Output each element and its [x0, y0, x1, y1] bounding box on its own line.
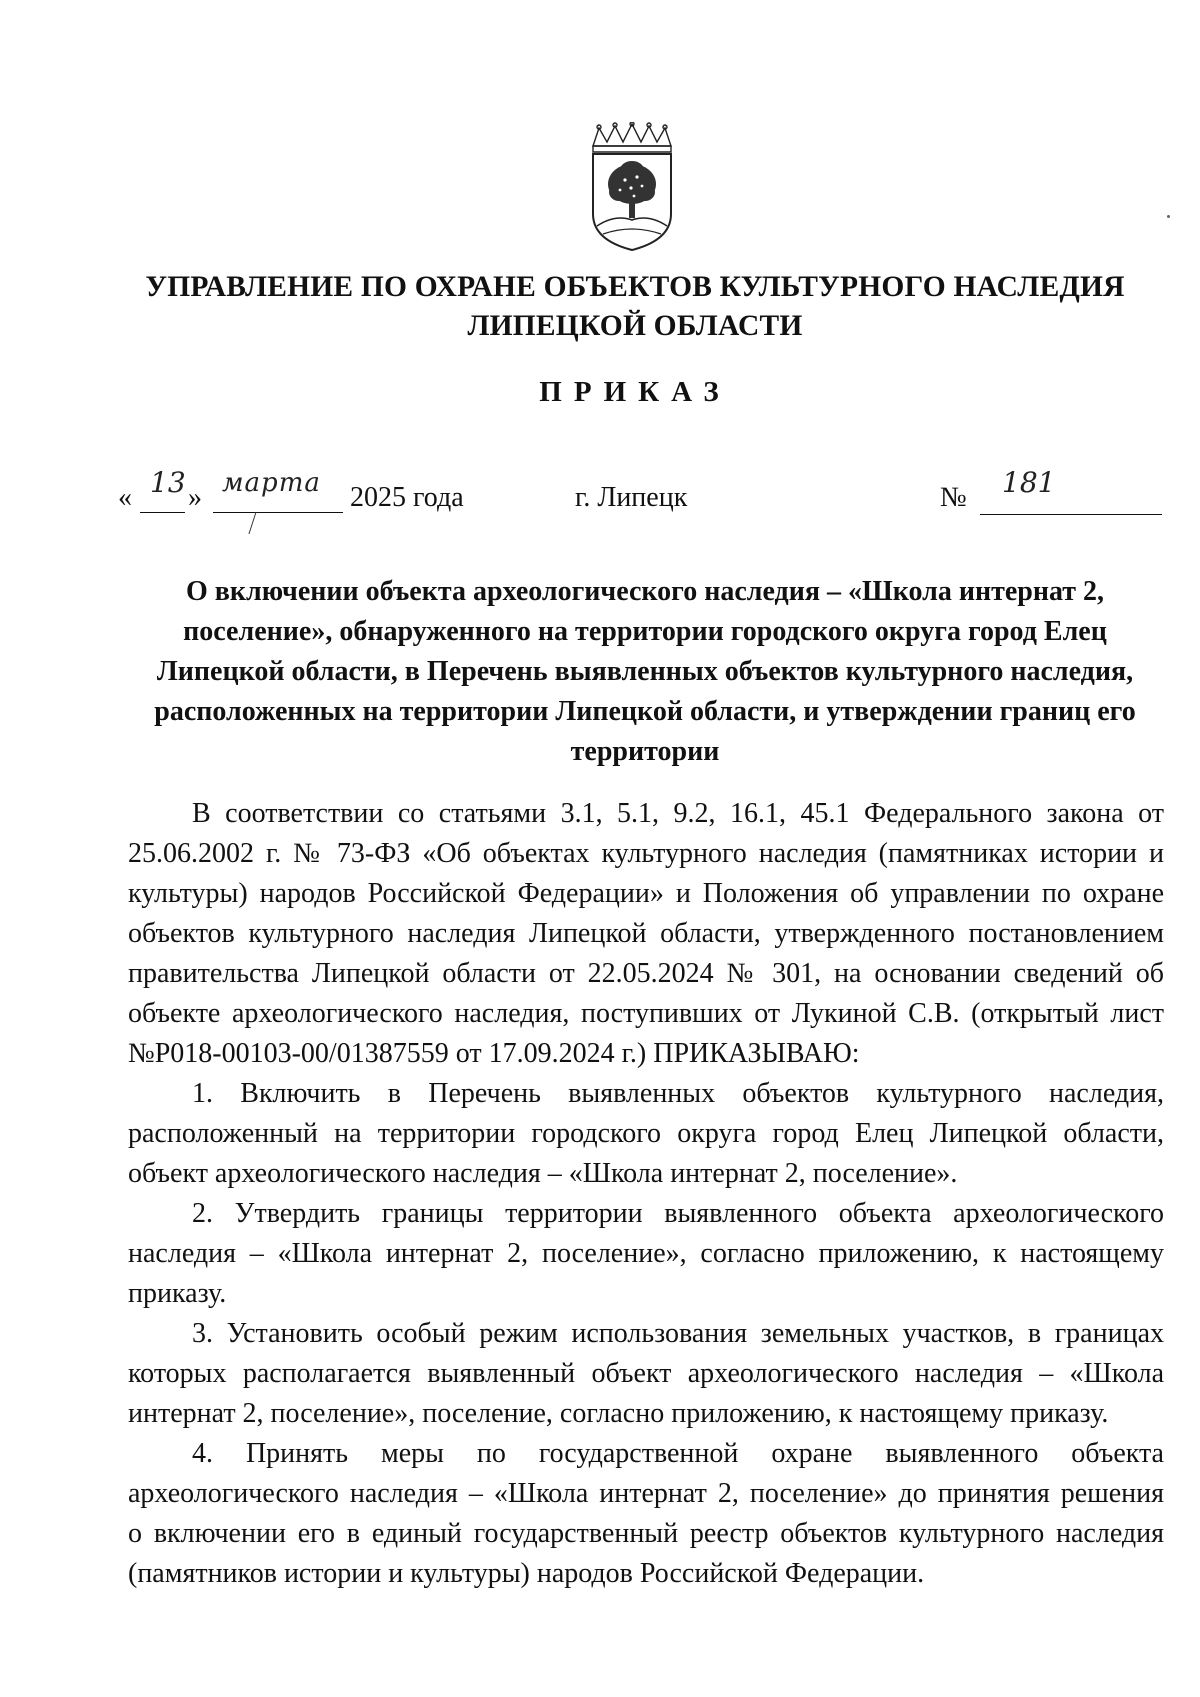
- preamble-paragraph: [128, 794, 1164, 1074]
- date-year: 2025 года: [350, 482, 464, 513]
- subject-line: О включении объекта археологического наследия – «Школа интернат 2,: [185, 576, 1105, 607]
- body-line: культуры) народов Российской Федерации» и Положения об управлении по охране: [128, 878, 1164, 909]
- order-item-2: [128, 1194, 1164, 1314]
- body-line: объект археологического наследия – «Школа интернат 2, поселение».: [128, 1158, 958, 1189]
- number-label: №: [940, 482, 967, 513]
- city-name: г. Липецк: [575, 482, 688, 513]
- body-line: (памятников истории и культуры) народов Российской Федерации.: [128, 1558, 925, 1589]
- body-line: объектов культурного наследия Липецкой области, утвержденного постановлением: [128, 918, 1164, 949]
- body-line: объекте археологического наследия, поступивших от Лукиной С.В. (открытый лист: [128, 998, 1164, 1029]
- subject-line: территории: [570, 736, 720, 767]
- month-handwriting-stroke: [248, 512, 260, 534]
- order-item-3: [128, 1314, 1164, 1434]
- organization-name: [130, 268, 1140, 346]
- body-line: №Р018-00103-00/01387559 от 17.09.2024 г.) ПРИКАЗЫВАЮ:: [128, 1038, 860, 1069]
- day-handwritten: 13: [150, 466, 186, 499]
- organization-line-1: УПРАВЛЕНИЕ ПО ОХРАНЕ ОБЪЕКТОВ КУЛЬТУРНОГО НАСЛЕДИЯ: [145, 271, 1125, 303]
- document-type-title: ПРИКАЗ: [539, 376, 731, 408]
- organization-line-2: ЛИПЕЦКОЙ ОБЛАСТИ: [467, 310, 803, 342]
- subject-line: поселение», обнаруженного на территории городского округа город Елец: [183, 616, 1107, 647]
- body-line: о включении его в единый государственный реестр объектов культурного наследия: [128, 1518, 1164, 1549]
- body-line: расположенный на территории городского округа город Елец Липецкой области,: [128, 1118, 1164, 1149]
- body-line: наследия – «Школа интернат 2, поселение», согласно приложению, к настоящему: [128, 1238, 1164, 1269]
- month-handwritten: марта: [222, 468, 321, 498]
- body-line: В соответствии со статьями 3.1, 5.1, 9.2, 16.1, 45.1 Федерального закона от: [192, 798, 1164, 829]
- body-line: 2. Утвердить границы территории выявленного объекта археологического: [192, 1198, 1164, 1229]
- body-line: приказу.: [128, 1278, 227, 1309]
- body-line: 4. Принять меры по государственной охране выявленного объекта: [192, 1438, 1164, 1469]
- order-subject-heading: [130, 572, 1160, 772]
- body-line: 1. Включить в Перечень выявленных объектов культурного наследия,: [192, 1078, 1164, 1109]
- body-line: 3. Установить особый режим использования земельных участков, в границах: [192, 1318, 1164, 1349]
- number-handwritten: 181: [1002, 466, 1056, 499]
- body-line: интернат 2, поселение», поселение, согласно приложению, к настоящему приказу.: [128, 1398, 1109, 1429]
- coat-of-arms-icon: [585, 122, 679, 254]
- date-quote-open: «: [118, 482, 132, 513]
- order-body: [128, 794, 1164, 1594]
- scan-speck: [1167, 215, 1170, 218]
- body-line: 25.06.2002 г. № 73-ФЗ «Об объектах культурного наследия (памятниках истории и: [128, 838, 1164, 869]
- subject-line: Липецкой области, в Перечень выявленных объектов культурного наследия,: [156, 656, 1134, 687]
- body-line: которых располагается выявленный объект археологического наследия – «Школа: [128, 1358, 1164, 1389]
- date-quote-close: »: [188, 482, 202, 513]
- order-item-4: [128, 1434, 1164, 1594]
- order-item-1: [128, 1074, 1164, 1194]
- body-line: археологического наследия – «Школа интернат 2, поселение» до принятия решения: [128, 1478, 1164, 1509]
- subject-line: расположенных на территории Липецкой области, и утверждении границ его: [154, 696, 1136, 727]
- date-number-line: [0, 466, 1200, 532]
- body-line: правительства Липецкой области от 22.05.2024 № 301, на основании сведений об: [128, 958, 1164, 989]
